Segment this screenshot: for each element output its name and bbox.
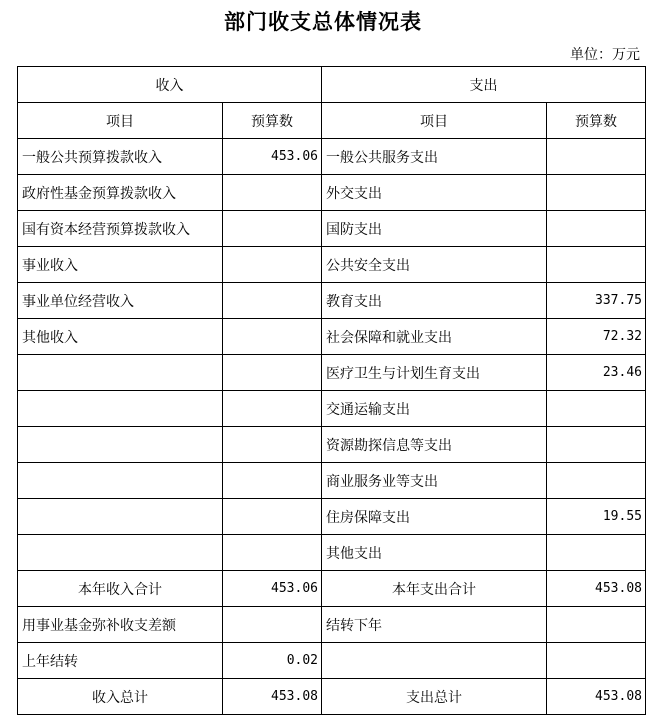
income-amount bbox=[223, 607, 322, 643]
income-amount bbox=[223, 535, 322, 571]
income-amount bbox=[223, 427, 322, 463]
exp-amount bbox=[547, 391, 646, 427]
table-row bbox=[18, 535, 646, 571]
exp-amount: 19.55 bbox=[547, 499, 646, 535]
exp-item: 外交支出 bbox=[322, 175, 547, 211]
expenditure-section-header: 支出 bbox=[322, 67, 646, 103]
income-amount bbox=[223, 175, 322, 211]
budget-table bbox=[17, 66, 646, 715]
year-income-total-amount: 453.06 bbox=[223, 571, 322, 607]
income-item: 国有资本经营预算拨款收入 bbox=[18, 211, 223, 247]
table-row bbox=[18, 427, 646, 463]
exp-amount bbox=[547, 643, 646, 679]
table-row bbox=[18, 463, 646, 499]
income-grand-total-amount: 453.08 bbox=[223, 679, 322, 715]
exp-amount: 23.46 bbox=[547, 355, 646, 391]
income-amount bbox=[223, 211, 322, 247]
exp-item: 结转下年 bbox=[322, 607, 547, 643]
income-grand-total-label: 收入总计 bbox=[18, 679, 223, 715]
exp-item: 国防支出 bbox=[322, 211, 547, 247]
exp-item: 公共安全支出 bbox=[322, 247, 547, 283]
income-amount bbox=[223, 355, 322, 391]
income-amount bbox=[223, 283, 322, 319]
table-row bbox=[18, 607, 646, 643]
exp-amount bbox=[547, 211, 646, 247]
income-budget-header: 预算数 bbox=[223, 103, 322, 139]
exp-grand-total-amount: 453.08 bbox=[547, 679, 646, 715]
table-row bbox=[18, 247, 646, 283]
table-row bbox=[18, 319, 646, 355]
income-amount: 0.02 bbox=[223, 643, 322, 679]
exp-item: 其他支出 bbox=[322, 535, 547, 571]
income-amount bbox=[223, 391, 322, 427]
income-item: 其他收入 bbox=[18, 319, 223, 355]
exp-amount bbox=[547, 535, 646, 571]
income-item bbox=[18, 355, 223, 391]
table-row bbox=[18, 175, 646, 211]
exp-item: 住房保障支出 bbox=[322, 499, 547, 535]
year-exp-total-amount: 453.08 bbox=[547, 571, 646, 607]
exp-amount bbox=[547, 607, 646, 643]
income-item bbox=[18, 499, 223, 535]
income-amount bbox=[223, 463, 322, 499]
exp-grand-total-label: 支出总计 bbox=[322, 679, 547, 715]
table-row bbox=[18, 499, 646, 535]
income-amount bbox=[223, 319, 322, 355]
income-item bbox=[18, 427, 223, 463]
table-row bbox=[18, 355, 646, 391]
exp-amount bbox=[547, 463, 646, 499]
table-row bbox=[18, 211, 646, 247]
income-item: 事业单位经营收入 bbox=[18, 283, 223, 319]
year-exp-total-label: 本年支出合计 bbox=[322, 571, 547, 607]
income-item bbox=[18, 463, 223, 499]
year-total-row bbox=[18, 571, 646, 607]
table-row bbox=[18, 139, 646, 175]
table-row bbox=[18, 643, 646, 679]
exp-item: 医疗卫生与计划生育支出 bbox=[322, 355, 547, 391]
table-row bbox=[18, 283, 646, 319]
income-item: 政府性基金预算拨款收入 bbox=[18, 175, 223, 211]
table-row bbox=[18, 391, 646, 427]
income-section-header: 收入 bbox=[18, 67, 322, 103]
exp-amount bbox=[547, 175, 646, 211]
income-item: 用事业基金弥补收支差额 bbox=[18, 607, 223, 643]
exp-amount bbox=[547, 247, 646, 283]
income-item: 一般公共预算拨款收入 bbox=[18, 139, 223, 175]
exp-amount: 337.75 bbox=[547, 283, 646, 319]
income-item bbox=[18, 535, 223, 571]
income-item-header: 项目 bbox=[18, 103, 223, 139]
exp-item: 社会保障和就业支出 bbox=[322, 319, 547, 355]
grand-total-row bbox=[18, 679, 646, 715]
exp-item: 商业服务业等支出 bbox=[322, 463, 547, 499]
exp-item bbox=[322, 643, 547, 679]
income-item: 事业收入 bbox=[18, 247, 223, 283]
income-amount: 453.06 bbox=[223, 139, 322, 175]
exp-amount bbox=[547, 427, 646, 463]
exp-amount: 72.32 bbox=[547, 319, 646, 355]
exp-item: 交通运输支出 bbox=[322, 391, 547, 427]
exp-amount bbox=[547, 139, 646, 175]
income-item: 上年结转 bbox=[18, 643, 223, 679]
section-header-row bbox=[18, 67, 646, 103]
exp-item-header: 项目 bbox=[322, 103, 547, 139]
exp-item: 资源勘探信息等支出 bbox=[322, 427, 547, 463]
income-amount bbox=[223, 499, 322, 535]
exp-item: 教育支出 bbox=[322, 283, 547, 319]
exp-budget-header: 预算数 bbox=[547, 103, 646, 139]
income-item bbox=[18, 391, 223, 427]
year-income-total-label: 本年收入合计 bbox=[18, 571, 223, 607]
exp-item: 一般公共服务支出 bbox=[322, 139, 547, 175]
column-header-row bbox=[18, 103, 646, 139]
unit-label: 单位：万元 bbox=[570, 47, 640, 63]
income-amount bbox=[223, 247, 322, 283]
page-title: 部门收支总体情况表 bbox=[224, 9, 422, 34]
